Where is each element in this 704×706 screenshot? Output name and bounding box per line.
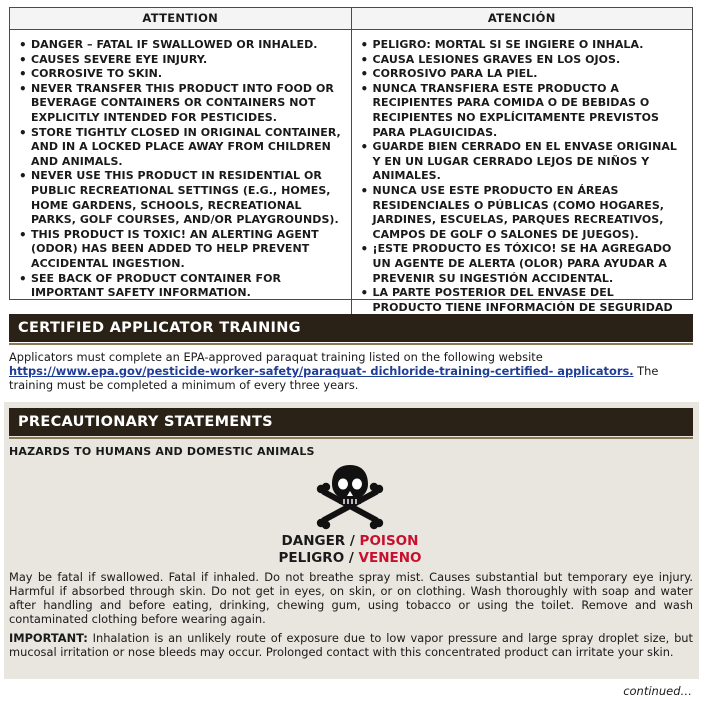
hazard-paragraph: May be fatal if swallowed. Fatal if inhaled. Do not breathe spray mist. Causes substantial but temporary eye injury. Harmful if absorbed through skin. Do not get in eyes, on skin, or on clothing. Wash thoroughly with soap and water after handling and before eating, drinking, chewing gum, using tobacco or using the toilet. Remove and wash contaminated clothing before wearing again. xyxy=(9,570,693,626)
attention-item: • THIS PRODUCT IS TOXIC! AN ALERTING AGENT (ODOR) HAS BEEN ADDED TO HELP PREVENT ACCIDENTAL INGESTION. xyxy=(16,228,345,272)
attention-item: • PELIGRO: MORTAL SI SE INGIERE O INHALA. xyxy=(358,38,687,53)
attention-item: • NUNCA TRANSFIERA ESTE PRODUCTO A RECIPIENTES PARA COMIDA O DE BEBIDAS O RECIPIENTES NO EXPLÍCITAMENTE PREVISTOS PARA PLAGUICIDAS. xyxy=(358,82,687,140)
signal-danger: DANGER xyxy=(281,533,346,549)
important-label: IMPORTANT: xyxy=(9,631,88,645)
attention-english-column xyxy=(10,30,352,330)
attention-item: • CAUSA LESIONES GRAVES EN LOS OJOS. xyxy=(358,53,687,68)
signal-poison: POISON xyxy=(359,533,419,549)
attention-spanish-column xyxy=(352,30,693,330)
attention-item: • CORROSIVO PARA LA PIEL. xyxy=(358,67,687,82)
signal-peligro: PELIGRO xyxy=(278,550,345,566)
attention-item: • NEVER USE THIS PRODUCT IN RESIDENTIAL OR PUBLIC RECREATIONAL SETTINGS (E.G., HOMES, HOME GARDENS, SCHOOLS, RECREATIONAL PARKS, GOLF COURSES, AND/OR PLAYGROUNDS). xyxy=(16,169,345,227)
attention-item: • ¡ESTE PRODUCTO ES TÓXICO! SE HA AGREGADO UN AGENTE DE ALERTA (OLOR) PARA AYUDAR A PREVENIR SU INGESTIÓN ACCIDENTAL. xyxy=(358,242,687,286)
precautionary-heading: PRECAUTIONARY STATEMENTS xyxy=(9,408,693,436)
training-text-before: Applicators must complete an EPA-approved paraquat training listed on the following website xyxy=(9,350,543,364)
certified-training-heading: CERTIFIED APPLICATOR TRAINING xyxy=(9,314,693,342)
signal-veneno: VENENO xyxy=(358,550,422,566)
attention-table xyxy=(9,7,693,314)
attention-header-english: ATTENTION xyxy=(10,8,352,29)
attention-header-row xyxy=(10,8,692,30)
signal-word-spanish xyxy=(200,550,500,566)
attention-item: • NUNCA USE ESTE PRODUCTO EN ÁREAS RESIDENCIALES O PÚBLICAS (COMO HOGARES, JARDINES, ESCUELAS, PARQUES RECREATIVOS, CAMPOS DE GOLF O SALONES DE JUEGOS). xyxy=(358,184,687,242)
important-paragraph xyxy=(9,631,693,659)
signal-separator-en: / xyxy=(345,533,360,549)
attention-item: • STORE TIGHTLY CLOSED IN ORIGINAL CONTAINER, AND IN A LOCKED PLACE AWAY FROM CHILDREN AND ANIMALS. xyxy=(16,126,345,170)
attention-header-spanish: ATENCIÓN xyxy=(487,11,556,25)
hazards-subheading: HAZARDS TO HUMANS AND DOMESTIC ANIMALS xyxy=(9,445,315,458)
certified-training-text xyxy=(9,350,693,392)
attention-item: • GUARDE BIEN CERRADO EN EL ENVASE ORIGINAL Y EN UN LUGAR CERRADO LEJOS DE NIÑOS Y ANIMALES. xyxy=(358,140,687,184)
attention-body-row xyxy=(10,30,692,330)
attention-english-list xyxy=(16,38,345,301)
attention-item: • CORROSIVE TO SKIN. xyxy=(16,67,345,82)
attention-item: • CAUSES SEVERE EYE INJURY. xyxy=(16,53,345,68)
attention-item: • SEE BACK OF PRODUCT CONTAINER FOR IMPORTANT SAFETY INFORMATION. xyxy=(16,272,345,301)
signal-word-english xyxy=(200,533,500,549)
attention-item: • DANGER – FATAL IF SWALLOWED OR INHALED. xyxy=(16,38,345,53)
attention-spanish-list xyxy=(358,38,687,330)
continued-note: continued… xyxy=(623,684,692,698)
skull-crossbones-icon xyxy=(314,462,386,530)
important-text: Inhalation is an unlikely route of exposure due to low vapor pressure and large spray droplet size, but mucosal irritation or nose bleeds may occur. Prolonged contact with this concentrated product can irritate your skin. xyxy=(9,631,693,659)
training-text-after: The training must be completed a minimum of every three years. xyxy=(9,364,659,392)
signal-separator-es: / xyxy=(344,550,359,566)
attention-item: • LA PARTE POSTERIOR DEL ENVASE DEL PRODUCTO TIENE INFORMACIÓN DE SEGURIDAD xyxy=(358,286,687,330)
attention-item: • NEVER TRANSFER THIS PRODUCT INTO FOOD OR BEVERAGE CONTAINERS OR CONTAINERS NOT EXPLICITLY INTENDED FOR PESTICIDES. xyxy=(16,82,345,126)
training-link[interactable]: https://www.epa.gov/pesticide-worker-safety/paraquat- dichloride-training-certified- applicators. xyxy=(9,364,634,378)
